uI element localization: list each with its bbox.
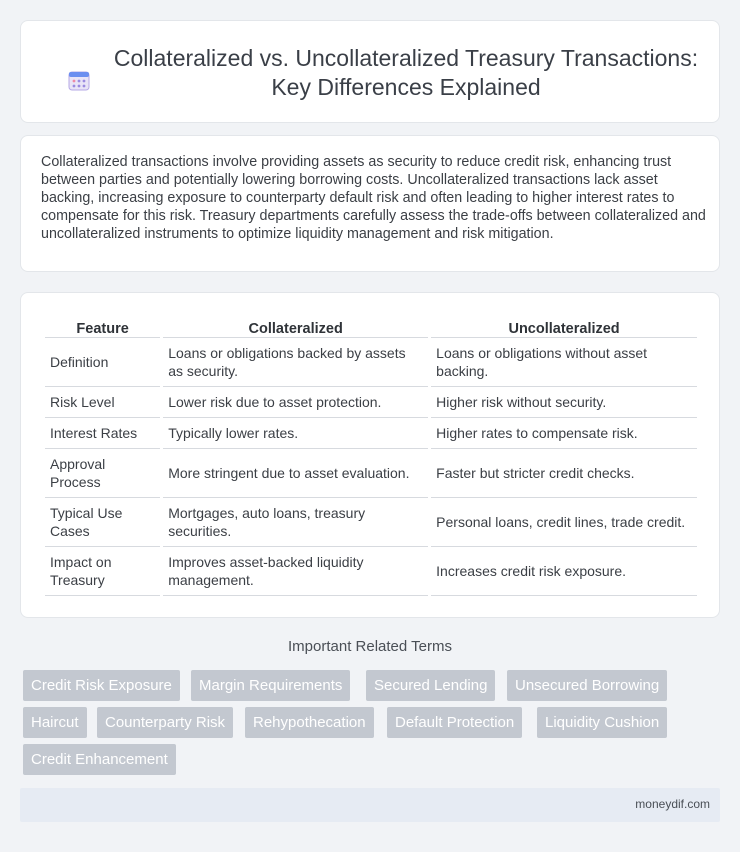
footer-site[interactable]: moneydif.com	[635, 797, 710, 811]
table-row	[45, 338, 697, 387]
header-uncollateralized: Uncollateralized	[431, 316, 697, 338]
feature-cell: Typical Use Cases	[45, 498, 160, 547]
collateralized-cell: Loans or obligations backed by assets as security.	[163, 338, 428, 387]
tag-liquidity-cushion[interactable]: Liquidity Cushion	[537, 707, 667, 738]
title-card	[20, 20, 720, 123]
table-row	[45, 498, 697, 547]
feature-cell: Impact on Treasury	[45, 547, 160, 596]
tag-credit-enhancement[interactable]: Credit Enhancement	[23, 744, 176, 775]
feature-cell: Definition	[45, 338, 160, 387]
tag-credit-risk-exposure[interactable]: Credit Risk Exposure	[23, 670, 180, 701]
comparison-table	[42, 316, 700, 596]
tag-default-protection[interactable]: Default Protection	[387, 707, 522, 738]
table-row	[45, 449, 697, 498]
tag-margin-requirements[interactable]: Margin Requirements	[191, 670, 350, 701]
header-feature: Feature	[45, 316, 160, 338]
collateralized-cell: Mortgages, auto loans, treasury securities.	[163, 498, 428, 547]
uncollateralized-cell: Faster but stricter credit checks.	[431, 449, 697, 498]
tag-counterparty-risk[interactable]: Counterparty Risk	[97, 707, 233, 738]
collateralized-cell: Lower risk due to asset protection.	[163, 387, 428, 418]
tag-unsecured-borrowing[interactable]: Unsecured Borrowing	[507, 670, 667, 701]
header-collateralized: Collateralized	[163, 316, 428, 338]
feature-cell: Approval Process	[45, 449, 160, 498]
related-terms-title: Important Related Terms	[288, 638, 452, 655]
table-row	[45, 547, 697, 596]
tag-rehypothecation[interactable]: Rehypothecation	[245, 707, 374, 738]
tag-haircut[interactable]: Haircut	[23, 707, 87, 738]
table-header-row	[45, 316, 697, 338]
collateralized-cell: More stringent due to asset evaluation.	[163, 449, 428, 498]
tag-secured-lending[interactable]: Secured Lending	[366, 670, 495, 701]
uncollateralized-cell: Loans or obligations without asset backing.	[431, 338, 697, 387]
collateralized-cell: Improves asset-backed liquidity management.	[163, 547, 428, 596]
uncollateralized-cell: Higher rates to compensate risk.	[431, 418, 697, 449]
feature-cell: Interest Rates	[45, 418, 160, 449]
footer	[20, 788, 720, 822]
uncollateralized-cell: Increases credit risk exposure.	[431, 547, 697, 596]
table-row	[45, 387, 697, 418]
page-title-line-1: Collateralized vs. Uncollateralized Treasury Transactions:	[113, 45, 699, 71]
calendar-icon	[68, 69, 90, 91]
intro-paragraph: Collateralized transactions involve providing assets as security to reduce credit risk, enhancing trust between parties and potentially lowering borrowing costs. Uncollateralized transactions lack asset backing, increasing exposure to counterparty default risk and often leading to higher interest rates to compensate for this risk. Treasury departments carefully assess the trade-offs between collateralized and uncollateralized instruments to optimize liquidity management and risk mitigation.	[41, 154, 706, 242]
intro-card	[20, 135, 720, 272]
feature-cell: Risk Level	[45, 387, 160, 418]
page-title-line-2: Key Differences Explained	[271, 74, 541, 100]
page-title	[91, 44, 721, 102]
uncollateralized-cell: Personal loans, credit lines, trade credit.	[431, 498, 697, 547]
uncollateralized-cell: Higher risk without security.	[431, 387, 697, 418]
table-row	[45, 418, 697, 449]
collateralized-cell: Typically lower rates.	[163, 418, 428, 449]
comparison-card	[20, 292, 720, 618]
